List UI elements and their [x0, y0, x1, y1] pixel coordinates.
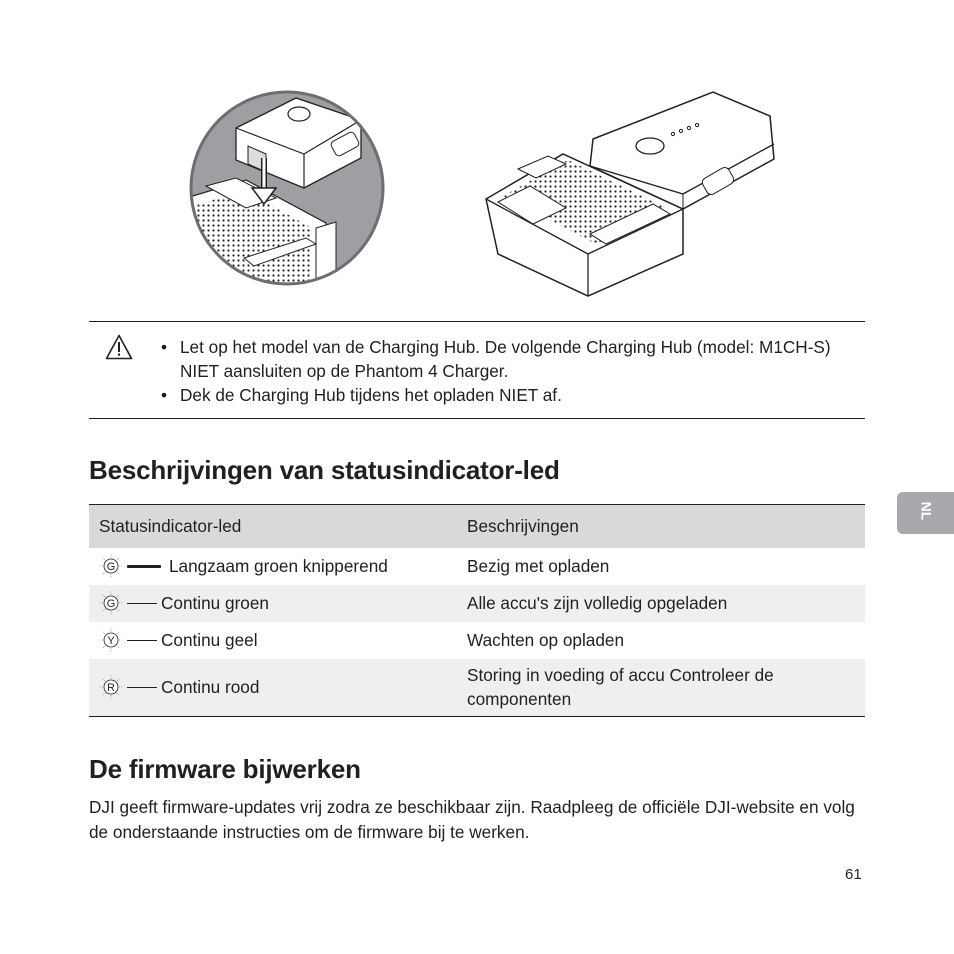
led-pattern-label: Langzaam groen knipperend — [169, 555, 388, 576]
solid-line-indicator — [127, 687, 157, 688]
blinking-line-indicator — [127, 565, 161, 568]
charging-hub-illustration — [478, 84, 780, 300]
led-pattern — [99, 554, 467, 578]
table-header-cell: Statusindicator-led — [99, 515, 242, 536]
led-pattern — [99, 628, 467, 652]
led-pattern-cell — [89, 659, 467, 717]
led-light-icon — [99, 628, 123, 652]
table-header-row — [89, 505, 865, 548]
warning-item: • Dek de Charging Hub tijdens het opladen NIET af. — [161, 383, 841, 407]
led-description: Bezig met opladen — [467, 556, 610, 576]
led-description: Alle accu's zijn volledig opgeladen — [467, 593, 728, 613]
led-pattern-label: Continu rood — [161, 676, 260, 697]
led-letter: G — [106, 561, 116, 573]
led-light-icon — [99, 675, 123, 699]
warning-triangle-icon — [105, 334, 133, 360]
led-pattern-cell — [89, 622, 467, 659]
page-number: 61 — [845, 866, 862, 883]
led-description: Wachten op opladen — [467, 630, 625, 650]
firmware-paragraph: DJI geeft firmware-updates vrij zodra ze beschikbaar zijn. Raadpleeg de officiële DJI-website en volg de onderstaande instructies om de firmware bij te werken. — [89, 797, 855, 842]
warning-list — [161, 335, 841, 407]
table-row — [89, 585, 865, 622]
led-pattern-cell — [89, 585, 467, 622]
battery-insertion-illustration — [186, 88, 388, 288]
table-header-cell: Beschrijvingen — [467, 515, 579, 536]
led-letter: Y — [107, 635, 115, 647]
warning-box — [89, 321, 865, 419]
led-pattern-label: Continu geel — [161, 629, 258, 650]
led-light-icon — [99, 591, 123, 615]
solid-line-indicator — [127, 640, 157, 641]
led-letter: G — [106, 598, 116, 610]
language-tab — [897, 492, 954, 534]
solid-line-indicator — [127, 603, 157, 604]
led-pattern — [99, 591, 467, 615]
led-description: Storing in voeding of accu Controleer de componenten — [467, 665, 774, 710]
section-title: Beschrijvingen van statusindicator-led — [89, 455, 560, 485]
led-pattern-label: Continu groen — [161, 592, 269, 613]
table-row — [89, 659, 865, 717]
led-letter: R — [107, 682, 115, 695]
table-row — [89, 622, 865, 659]
led-status-table — [89, 504, 865, 717]
language-tab-label: NL — [918, 501, 935, 521]
table-row — [89, 548, 865, 585]
warning-item: • Let op het model van de Charging Hub. De volgende Charging Hub (model: M1CH-S) NIET aansluiten op de Phantom 4 Charger. — [161, 335, 841, 383]
led-pattern — [99, 675, 467, 699]
led-pattern-cell — [89, 548, 467, 585]
led-light-icon — [99, 554, 123, 578]
section-title: De firmware bijwerken — [89, 754, 361, 784]
